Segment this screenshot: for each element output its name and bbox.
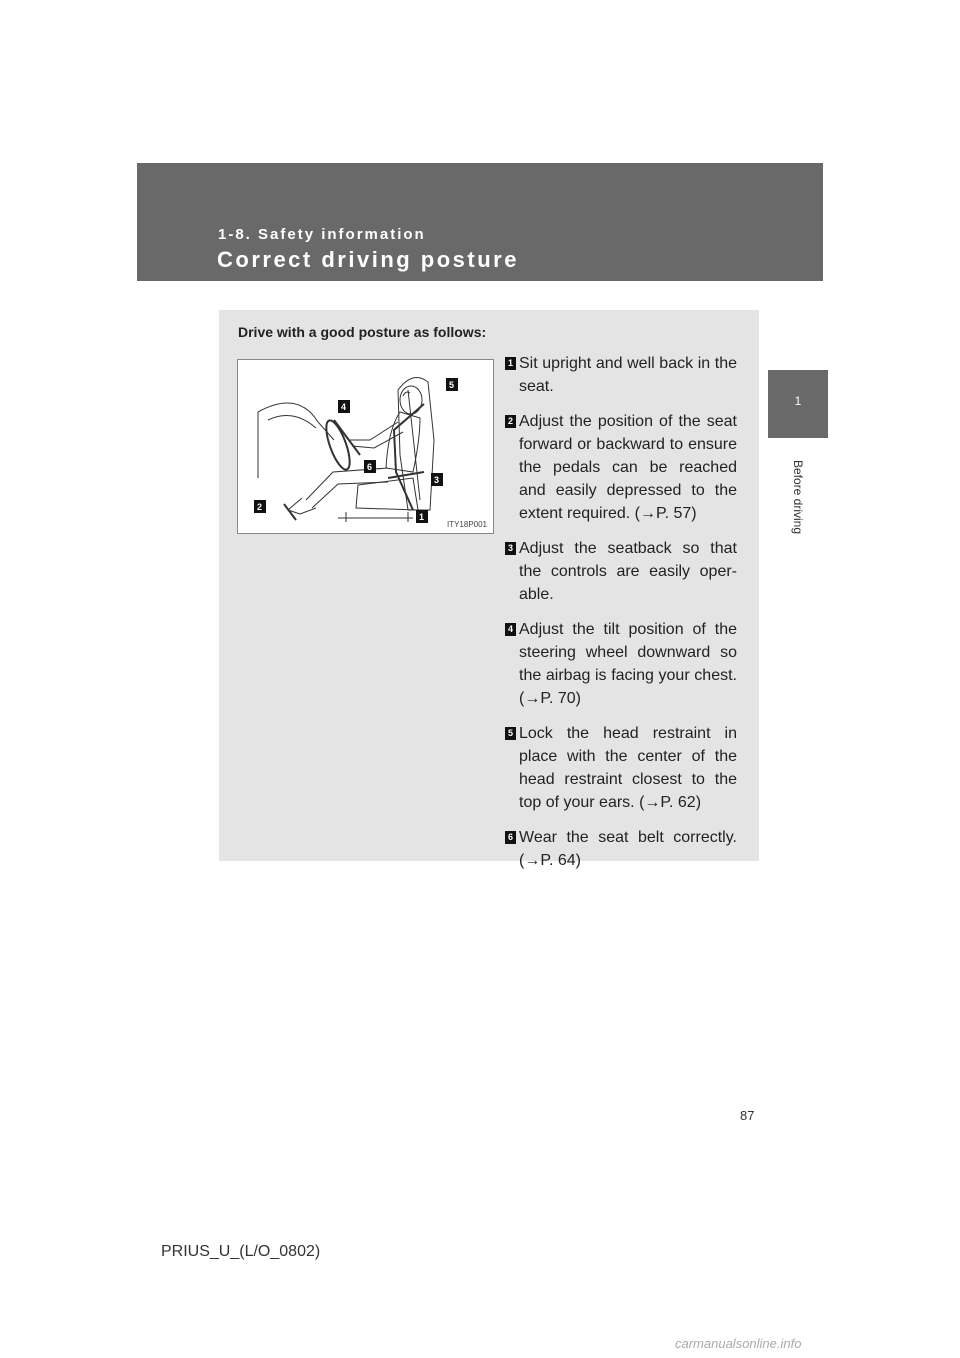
step-text: Sit upright and well back in the seat. (519, 355, 737, 395)
step-item (505, 826, 737, 872)
step-text: Wear the seat belt correctly. (→P. 64) (519, 829, 737, 869)
watermark-link[interactable]: carmanualsonline.info (675, 1336, 802, 1351)
illustration-code: ITY18P001 (446, 520, 487, 529)
content-box (219, 310, 759, 869)
intro-text: Drive with a good posture as follows: (238, 324, 487, 340)
callout-3-label: 3 (434, 475, 440, 485)
chapter-number: 1 (794, 394, 802, 408)
step-number-badge: 2 (505, 415, 516, 428)
section-header (137, 163, 823, 281)
step-text: Adjust the tilt position of the steering wheel downward so the airbag is facing your chest. (→P. 70) (519, 621, 737, 707)
chapter-tab[interactable] (768, 370, 828, 438)
callout-5-label: 5 (449, 380, 455, 390)
chapter-label-text: Before driving (791, 459, 805, 535)
step-list (505, 352, 737, 884)
step-text: Adjust the position of the seat forward or backward to ensure the pedals can be reached and easily depressed to the extent required. (→P. 57) (519, 413, 737, 522)
step-item (505, 352, 737, 398)
page-title: Correct driving posture (217, 247, 519, 272)
callout-1-label: 1 (419, 512, 425, 522)
step-number-badge: 6 (505, 831, 516, 844)
callout-6-label: 6 (367, 462, 373, 472)
step-item (505, 722, 737, 814)
posture-drawing (238, 360, 493, 533)
chapter-label (790, 448, 806, 548)
step-number-badge: 3 (505, 542, 516, 555)
callout-2-label: 2 (257, 502, 263, 512)
step-text: Lock the head restraint in place with the center of the head restraint closest to the top of your ears. (→P. 62) (519, 725, 737, 811)
step-item (505, 618, 737, 710)
section-label: 1-8. Safety information (218, 226, 426, 243)
callout-4-label: 4 (341, 402, 347, 412)
step-number-badge: 1 (505, 357, 516, 370)
step-number-badge: 5 (505, 727, 516, 740)
driving-posture-illustration (237, 359, 494, 534)
step-text: Adjust the seatback so that the controls are easily oper-able. (519, 540, 737, 603)
page-number: 87 (740, 1108, 755, 1123)
step-item (505, 537, 737, 606)
step-number-badge: 4 (505, 623, 516, 636)
step-item (505, 410, 737, 525)
document-code: PRIUS_U_(L/O_0802) (161, 1243, 321, 1260)
